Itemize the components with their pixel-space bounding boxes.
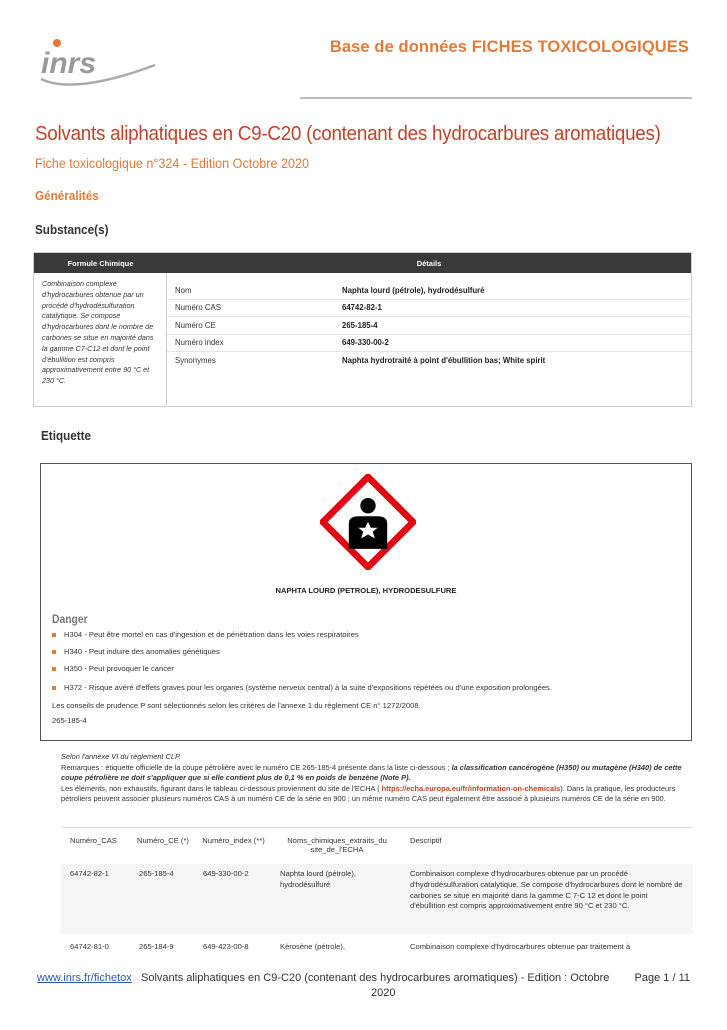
cell-ce: 265-184-9 [139, 942, 174, 951]
cell-index: 649-330-00-2 [203, 869, 249, 878]
note-remarks-emphasis: la classification cancérogène (H350) ou mutagène (H340) de cette coupe pétrolière ne doit s'appliquer que si elle contient plus de 0,1 % en poids de benzène (Note P). [61, 762, 682, 783]
section-heading-etiquette: Etiquette [41, 428, 92, 443]
footer-year: 2020 [371, 987, 396, 999]
detail-value: Naphta lourd (pétrole), hydrodésulfuré [342, 285, 485, 295]
table-row [61, 864, 693, 934]
label-ce-number: 265-185-4 [52, 716, 87, 725]
detail-key: Synonymes [175, 356, 216, 366]
col-header-ce: Numéro_CE (*) [137, 836, 189, 845]
page-number: Page 1 / 11 [634, 972, 690, 984]
col-header-index: Numéro_index (**) [202, 836, 265, 845]
regulatory-notes [61, 752, 693, 805]
section-heading-generalites: Généralités [35, 188, 99, 203]
table-row [61, 934, 693, 958]
table-header-row [61, 828, 693, 864]
cell-description: Combinaison complexe d'hydrocarbures obtenue par traitement à [410, 942, 631, 951]
formula-text: Combinaison complexe d'hydrocarbures obtenue par un procédé d'hydrodésulfuration catalytique. Se compose d'hydrocarbures dont le nombre de carbones se situe en majorité dans la gamme C7-C12 et dont le point d'ébullition est compris approximativement entre 90 °C et 230 °C. [34, 273, 167, 407]
cell-name: Kérosène (pétrole), [280, 942, 346, 951]
database-title: Base de données FICHES TOXICOLOGIQUES [329, 38, 689, 56]
detail-value: 649-330-00-2 [342, 338, 389, 348]
cell-name: Naphta lourd (pétrole), hydrodésulfuré [280, 869, 356, 889]
footer-link[interactable]: www.inrs.fr/fichetox [37, 972, 132, 984]
hazard-statement-list [52, 630, 682, 700]
cell-ce: 265-185-4 [139, 869, 174, 878]
substance-table-header [34, 253, 691, 273]
section-heading-substances: Substance(s) [35, 222, 109, 237]
echa-link[interactable]: https://echa.europa.eu/fr/information-on-chemicals [381, 783, 561, 793]
note-remarks [61, 763, 693, 784]
detail-row [167, 317, 691, 335]
col-header-cas: Numéro_CAS [70, 836, 117, 845]
hazard-statement: H340 - Peut induire des anomalies génétiques [52, 647, 682, 664]
header-divider [300, 97, 692, 99]
cell-cas: 64742-82-1 [70, 869, 109, 878]
note-echa-tail: ). Dans la pratique, les producteurs pétroliers peuvent associer plusieurs numéros CAS à un numéro CE de la série en 900 ; un même numéro CAS peut également être associé à plusieurs numéros CE de la série en 900. [61, 783, 676, 804]
substance-table [33, 252, 692, 407]
page-title: Solvants aliphatiques en C9-C20 (contenant des hydrocarbures aromatiques) [35, 122, 661, 145]
note-remarks-text: Remarques : étiquette officielle de la coupe pétrolière avec le numéro CE 265-185-4 présente dans la liste ci-dessous ; [61, 762, 452, 772]
detail-key: Numéro CAS [175, 303, 221, 313]
page-subtitle: Fiche toxicologique n°324 - Edition Octobre 2020 [35, 155, 310, 171]
page-header [0, 0, 727, 105]
note-echa [61, 784, 693, 805]
hazard-label-box [40, 463, 692, 741]
hazard-statement: H350 - Peut provoquer le cancer [52, 664, 682, 683]
hazard-statement: H372 - Risque avéré d'effets graves pour les organes (système nerveux central) à la suite d'expositions répétées ou d'une exposition prolongées. [52, 683, 682, 700]
detail-row [167, 300, 691, 318]
cell-cas: 64742-81-0 [70, 942, 109, 951]
detail-key: Numéro CE [175, 320, 216, 330]
detail-key: Numéro index [175, 338, 224, 348]
signal-word: Danger [52, 614, 88, 626]
note-clp: Selon l'annexe VI du règlement CLP. [61, 752, 182, 761]
hazard-statement: H304 - Peut être mortel en cas d'ingestion et de pénétration dans les voies respiratoires [52, 630, 682, 647]
inrs-logo [35, 35, 185, 95]
detail-row [167, 335, 691, 353]
prudence-note: Les conseils de prudence P sont sélectionnés selon les critères de l'annexe 1 du règlement CE n° 1272/2008. [52, 701, 421, 710]
detail-value: Naphta hydrotraité à point d'ébullition bas; White spirit [342, 356, 546, 366]
cell-index: 649-423-00-8 [203, 942, 249, 951]
cell-description: Combinaison complexe d'hydrocarbures obtenue par un procédé d'hydrodésulfuration catalytique. Se compose d'hydrocarbures dont le nombre de carbones se situe en majorité dans la gamme C 7-C 12 et dont le point d'ébullition est compris approximativement entre 90 °C et 230 °C. [410, 869, 683, 911]
col-details-header: Détails [416, 258, 442, 268]
detail-key: Nom [175, 285, 192, 295]
label-product-name: NAPHTA LOURD (PETROLE), HYDRODESULFURE [275, 586, 457, 595]
col-formula-header: Formule Chimique [67, 258, 134, 268]
detail-value: 64742-82-1 [342, 303, 382, 313]
detail-row [167, 352, 691, 370]
health-hazard-pictogram-icon [320, 474, 416, 570]
detail-value: 265-185-4 [342, 320, 378, 330]
footer-doc-title: Solvants aliphatiques en C9-C20 (contenant des hydrocarbures aromatiques) - Edition : Octobre [141, 972, 610, 984]
details-list [167, 273, 691, 407]
detail-row [167, 282, 691, 300]
chemical-names-table [61, 827, 693, 957]
col-header-description: Descriptif [410, 836, 442, 845]
note-echa-text: Les éléments, non exhaustifs, figurant dans le tableau ci-dessous proviennent du site de l'ECHA ( [61, 783, 382, 793]
logo-text: inrs [41, 47, 97, 80]
col-header-names: Noms_chimiques_extraits_du site_de_l'ECHA [287, 836, 387, 854]
